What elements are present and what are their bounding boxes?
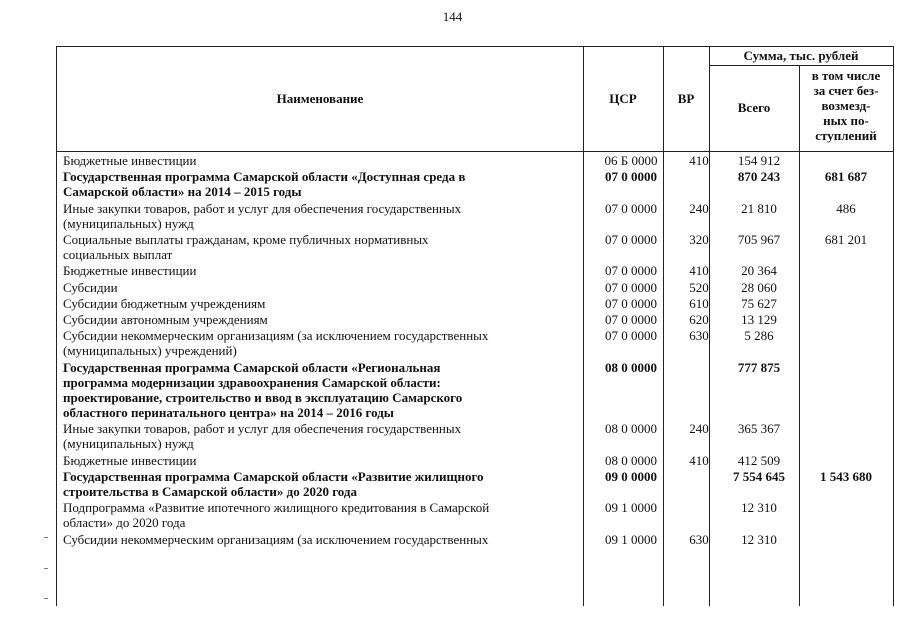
row-name-cell: Подпрограмма «Развитие ипотечного жилищного кредитования в Самарской области» до 2020 года — [63, 500, 490, 531]
row-csr-cell: 09 1 0000 — [605, 531, 657, 547]
header-csr: ЦСР — [609, 90, 637, 106]
row-csr-cell: 07 0 0000 — [605, 232, 657, 247]
row-csr-cell: 09 1 0000 — [605, 500, 657, 516]
row-total-cell: 28 060 — [741, 279, 777, 295]
row-name-cell: Бюджетные инвестиции — [63, 263, 197, 279]
table-row — [57, 280, 893, 295]
row-csr-cell: 09 0 0000 — [605, 469, 657, 484]
header-total: Всего — [737, 100, 771, 115]
row-vr-cell: 520 — [689, 279, 709, 295]
margin-mark — [44, 598, 48, 599]
row-name-cell: Субсидии некоммерческим организациям (за исключением государственных — [63, 531, 489, 547]
table-row — [57, 469, 893, 499]
row-total-cell: 20 364 — [741, 263, 777, 279]
row-vr-cell: 610 — [689, 295, 709, 311]
table-row — [57, 328, 893, 358]
row-free-cell: 486 — [836, 200, 856, 216]
row-vr-cell: 240 — [689, 200, 709, 216]
row-total-cell: 13 129 — [741, 312, 777, 327]
row-name-cell: Субсидии автономным учреждениям — [63, 312, 268, 327]
page-number: 144 — [442, 9, 463, 24]
row-free-cell: 681 687 — [824, 169, 868, 185]
row-name-cell: Иные закупки товаров, работ и услуг для обеспечения государственных (муниципальных) нужд — [63, 421, 462, 452]
row-vr-cell: 410 — [689, 153, 709, 168]
row-csr-cell: 07 0 0000 — [605, 169, 657, 185]
table-row — [57, 453, 893, 468]
row-csr-cell: 06 Б 0000 — [604, 153, 658, 168]
row-total-cell: 5 286 — [744, 328, 774, 344]
row-name-cell: Социальные выплаты гражданам, кроме публичных нормативных социальных выплат — [63, 232, 429, 262]
header-vr: ВР — [677, 90, 695, 106]
margin-mark — [44, 568, 48, 569]
table-row — [57, 312, 893, 327]
row-csr-cell: 07 0 0000 — [605, 328, 657, 344]
row-total-cell: 75 627 — [741, 295, 777, 311]
table-row — [57, 360, 893, 421]
row-csr-cell: 07 0 0000 — [605, 295, 657, 311]
row-csr-cell: 08 0 0000 — [605, 359, 657, 375]
header-name: Наименование — [276, 90, 364, 106]
row-vr-cell: 240 — [689, 421, 709, 437]
table-row — [57, 421, 893, 451]
row-vr-cell: 320 — [689, 232, 709, 247]
table-row — [57, 263, 893, 278]
row-total-cell: 365 367 — [737, 421, 781, 437]
row-total-cell: 705 967 — [737, 232, 781, 247]
table-row — [57, 500, 893, 530]
row-csr-cell: 07 0 0000 — [605, 312, 657, 327]
table-row — [57, 532, 893, 547]
header-sum-group: Сумма, тыс. рублей — [743, 47, 859, 63]
table-row — [57, 296, 893, 311]
row-total-cell: 7 554 645 — [733, 469, 785, 484]
header-free: в том числе за счет без- возмезд- ных по- ступлений — [811, 68, 881, 143]
row-csr-cell: 07 0 0000 — [605, 200, 657, 216]
row-name-cell: Субсидии некоммерческим организациям (за исключением государственных (муниципальных) учреждений) — [63, 328, 489, 359]
row-total-cell: 412 509 — [737, 452, 781, 468]
row-free-cell: 681 201 — [824, 232, 868, 247]
table-row — [57, 232, 893, 262]
row-csr-cell: 08 0 0000 — [605, 421, 657, 437]
table-row — [57, 169, 893, 199]
row-total-cell: 777 875 — [737, 359, 781, 375]
row-name-cell: Государственная программа Самарской области «Доступная среда в Самарской области» на 2014 – 2015 годы — [63, 169, 466, 200]
row-name-cell: Государственная программа Самарской области «Региональная программа модернизации здравоохранения Самарской области: проектирование, строительство и ввод в эксплуатацию Самарского областного перинатального центра» на 2014 – 2016 годы — [63, 359, 463, 420]
row-total-cell: 12 310 — [741, 531, 777, 547]
row-csr-cell: 07 0 0000 — [605, 279, 657, 295]
row-free-cell: 1 543 680 — [820, 469, 872, 484]
row-name-cell: Бюджетные инвестиции — [63, 153, 197, 168]
table-row — [57, 153, 893, 168]
row-csr-cell: 08 0 0000 — [605, 452, 657, 468]
row-vr-cell: 620 — [689, 312, 709, 327]
row-name-cell: Бюджетные инвестиции — [63, 452, 197, 468]
row-vr-cell: 630 — [689, 531, 709, 547]
row-total-cell: 870 243 — [737, 169, 781, 185]
row-vr-cell: 630 — [689, 328, 709, 344]
row-name-cell: Иные закупки товаров, работ и услуг для обеспечения государственных (муниципальных) нужд — [63, 200, 462, 231]
row-vr-cell: 410 — [689, 452, 709, 468]
margin-mark — [44, 537, 48, 538]
table-row — [57, 201, 893, 231]
row-name-cell: Субсидии — [63, 279, 118, 295]
row-name-cell: Субсидии бюджетным учреждениям — [63, 295, 266, 311]
row-name-cell: Государственная программа Самарской области «Развитие жилищного строительства в Самарской области» до 2020 года — [63, 469, 484, 499]
row-csr-cell: 07 0 0000 — [605, 263, 657, 279]
row-total-cell: 21 810 — [741, 200, 777, 216]
budget-table — [56, 46, 894, 606]
row-total-cell: 154 912 — [737, 153, 781, 168]
header-bottom-rule — [57, 151, 893, 152]
row-total-cell: 12 310 — [741, 500, 777, 516]
row-vr-cell: 410 — [689, 263, 709, 279]
